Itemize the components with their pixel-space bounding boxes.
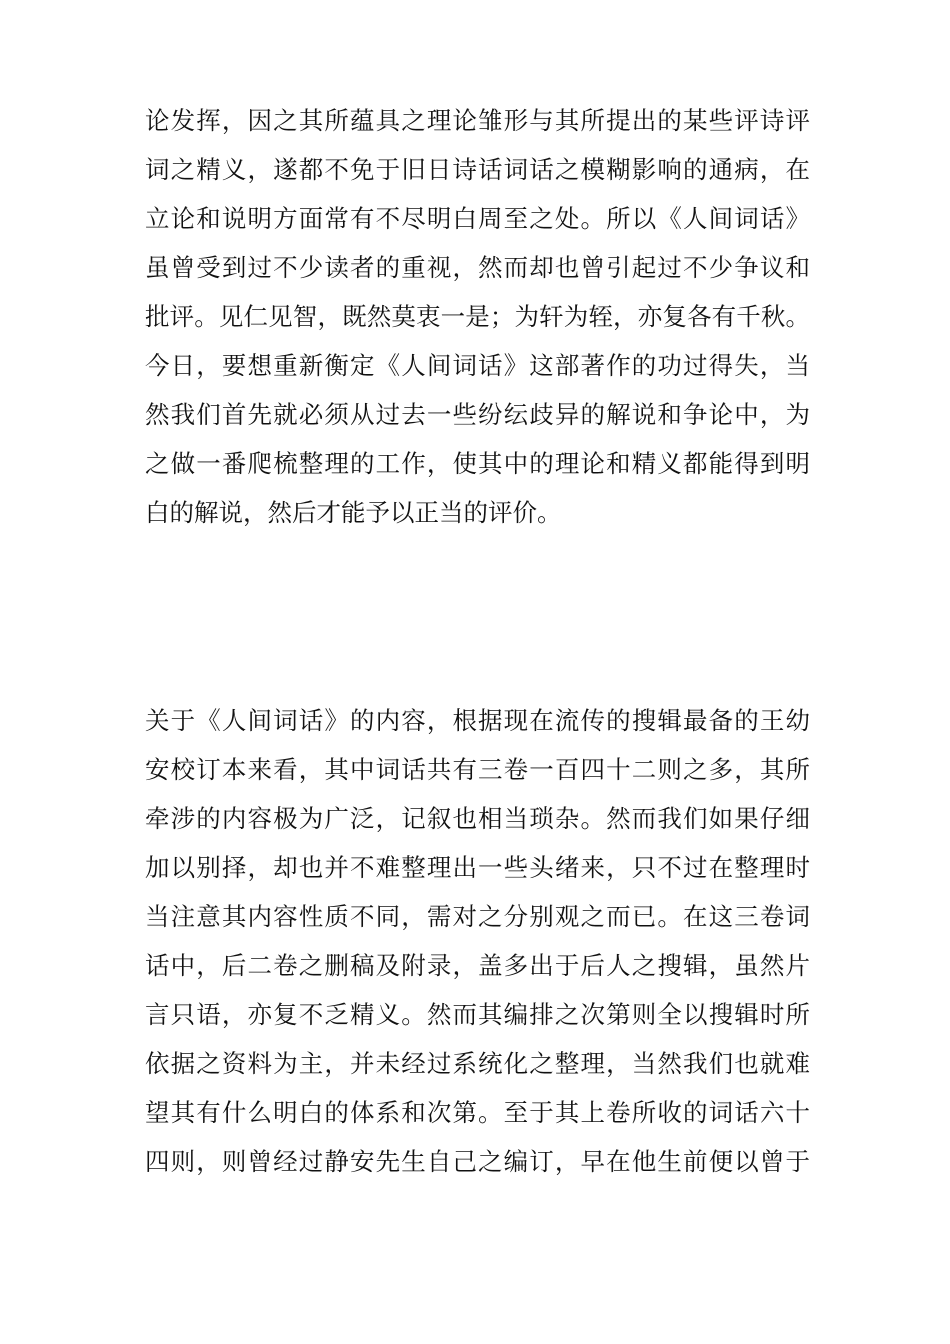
text-line: 虽曾受到过不少读者的重视，然而却也曾引起过不少争议和 bbox=[145, 253, 810, 282]
text-line: 论发挥，因之其所蕴具之理论雏形与其所提出的某些评诗评 bbox=[145, 106, 810, 135]
text-line: 词之精义，遂都不免于旧日诗话词话之模糊影响的通病，在 bbox=[145, 155, 810, 184]
text-line: 然我们首先就必须从过去一些纷纭歧异的解说和争论中，为 bbox=[145, 400, 810, 429]
text-line: 之做一番爬梳整理的工作，使其中的理论和精义都能得到明 bbox=[145, 449, 810, 478]
text-line: 关于《人间词话》的内容，根据现在流传的搜辑最备的王幼 bbox=[145, 706, 810, 735]
text-line: 安校订本来看，其中词话共有三卷一百四十二则之多，其所 bbox=[145, 755, 810, 784]
text-line: 话中，后二卷之删稿及附录，盖多出于后人之搜辑，虽然片 bbox=[145, 951, 810, 980]
text-line: 望其有什么明白的体系和次第。至于其上卷所收的词话六十 bbox=[145, 1098, 810, 1127]
paragraph-2 bbox=[145, 696, 810, 1186]
text-line: 今日，要想重新衡定《人间词话》这部著作的功过得失，当 bbox=[145, 351, 810, 380]
text-line: 依据之资料为主，并未经过系统化之整理，当然我们也就难 bbox=[145, 1049, 810, 1078]
text-line: 批评。见仁见智，既然莫衷一是；为轩为轾，亦复各有千秋。 bbox=[145, 302, 810, 331]
text-line: 牵涉的内容极为广泛，记叙也相当琐杂。然而我们如果仔细 bbox=[145, 804, 810, 833]
text-line: 白的解说，然后才能予以正当的评价。 bbox=[145, 498, 562, 527]
text-line: 四则，则曾经过静安先生自己之编订，早在他生前便以曾于 bbox=[145, 1147, 810, 1176]
text-line: 当注意其内容性质不同，需对之分别观之而已。在这三卷词 bbox=[145, 902, 810, 931]
text-line: 加以别择，却也并不难整理出一些头绪来，只不过在整理时 bbox=[145, 853, 810, 882]
text-line: 立论和说明方面常有不尽明白周至之处。所以《人间词话》 bbox=[145, 204, 810, 233]
text-line: 言只语，亦复不乏精义。然而其编排之次第则全以搜辑时所 bbox=[145, 1000, 810, 1029]
paragraph-1 bbox=[145, 96, 810, 537]
